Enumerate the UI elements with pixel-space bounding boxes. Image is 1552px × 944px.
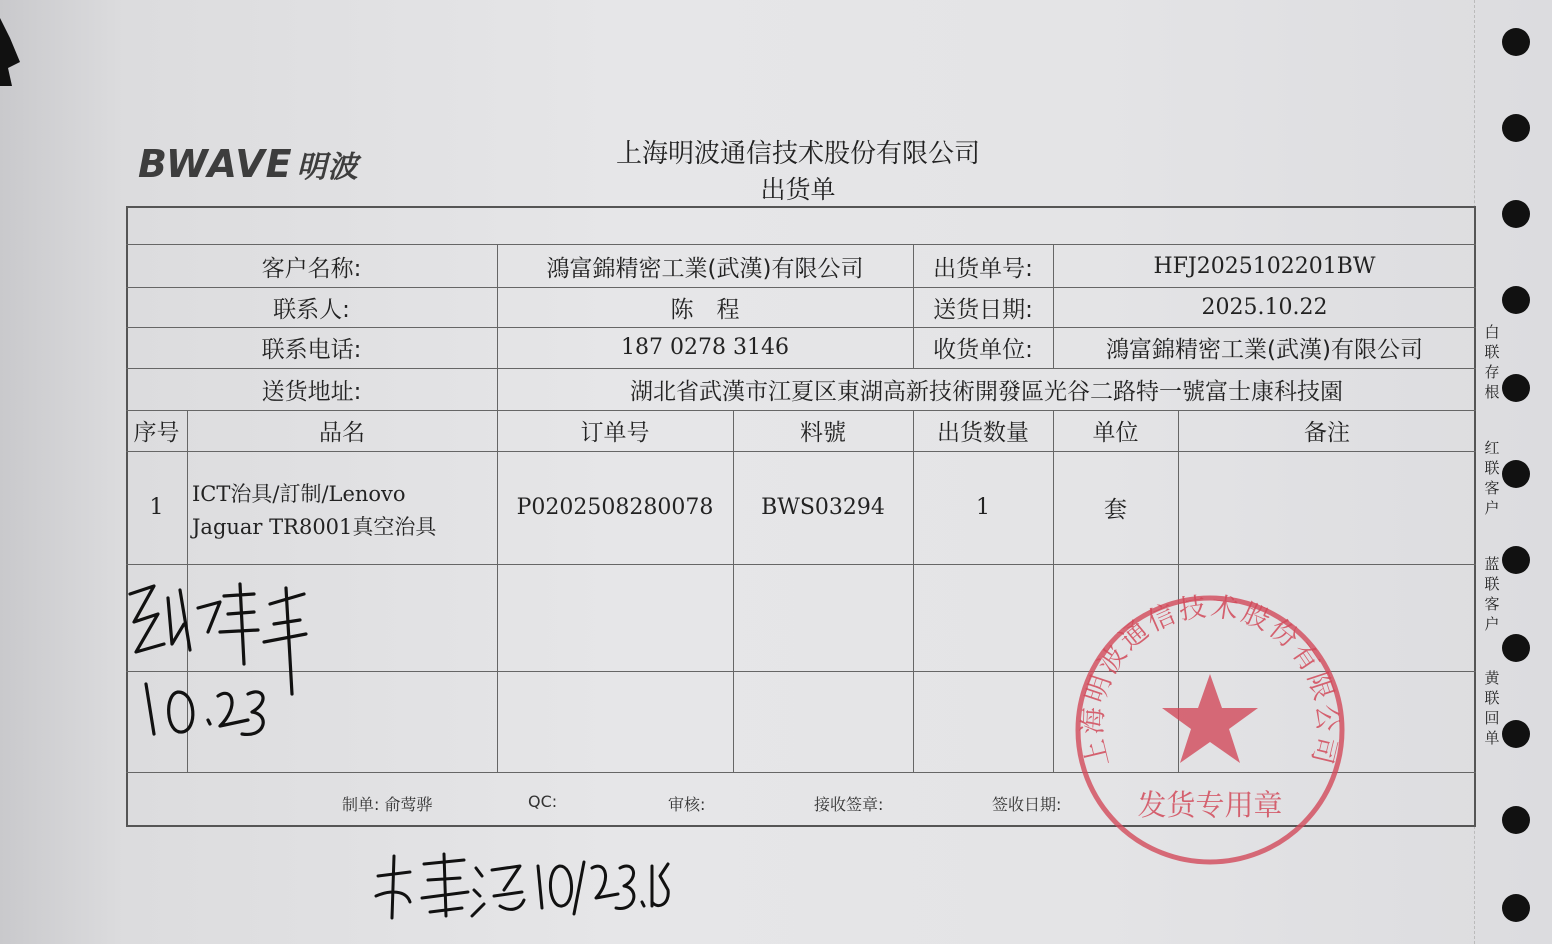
maker-label: 制单: [342,795,380,814]
header-quantity: 出货数量 [937,420,1029,446]
logo-latin: BWAVE [138,142,293,186]
svg-text:发货专用章: 发货专用章 [1137,788,1283,822]
copy-label-white: 白联存根 [1484,323,1500,401]
feed-hole [1502,200,1530,228]
customer-value: 鴻富錦精密工業(武漢)有限公司 [546,256,864,282]
delivery-date-label: 送货日期: [933,296,1033,323]
company-seal-stamp [1070,590,1350,870]
address-label: 送货地址: [261,378,362,405]
table-row-order-no: P0202508280078 [516,495,714,520]
table-row-remark [1178,451,1476,564]
feed-hole [1502,720,1530,748]
row-divider [126,564,1476,565]
header-order-no: 订单号 [580,420,650,446]
corner-tear-mark [0,18,22,86]
feed-hole [1502,894,1530,922]
table-row-item-name [192,478,436,544]
contact-value: 陈 程 [670,296,740,323]
copy-label-blue: 蓝联客户 [1484,555,1500,633]
address-value: 湖北省武漢市江夏区東湖高新技術開發區光谷二路特一號富士康科技園 [630,378,1343,405]
item-name-line2: Jaguar TR8001真空治具 [192,515,437,539]
table-row-part-no: BWS03294 [761,495,885,520]
order-no-label: 出货单号: [933,256,1033,282]
company-title: 上海明波通信技术股份有限公司 [615,139,980,169]
footer-maker [342,792,433,815]
phone-value: 187 0278 3146 [621,335,789,360]
receiver-value: 鴻富錦精密工業(武漢)有限公司 [1106,337,1423,363]
maker-value: 俞莺骅 [384,795,433,814]
header-seq: 序号 [133,420,180,446]
copy-label-red: 红联客户 [1484,439,1500,517]
table-row-seq: 1 [149,495,164,520]
header-item-name: 品名 [319,420,365,446]
contact-label: 联系人: [273,296,350,323]
table-row-unit: 套 [1104,497,1127,523]
row-divider [126,244,1476,245]
feed-hole [1502,546,1530,574]
header-unit: 单位 [1092,420,1139,446]
footer-sign-date-label: 签收日期: [992,795,1062,814]
customer-label: 客户名称: [261,256,362,282]
footer-qc-label: QC: [528,792,558,811]
feed-hole [1502,28,1530,56]
phone-label: 联系电话: [261,337,362,363]
copy-label-yellow: 黄联回单 [1484,669,1500,747]
feed-hole [1502,114,1530,142]
handwritten-signature-receiver [124,574,314,754]
header-remark: 备注 [1304,420,1350,446]
feed-hole [1502,634,1530,662]
receiver-label: 收货单位: [933,337,1033,363]
table-row-quantity: 1 [976,495,990,520]
document-title: 出货单 [760,175,836,204]
feed-hole [1502,460,1530,488]
footer-receiver-sign-label: 接收签章: [814,795,884,814]
header-part-no: 料號 [800,420,846,446]
company-logo [138,142,359,186]
feed-hole [1502,286,1530,314]
item-name-line1: ICT治具/訂制/Lenovo [192,482,406,506]
logo-chinese: 明波 [296,150,359,185]
order-no-value: HFJ2025102201BW [1153,254,1376,279]
delivery-date-value: 2025.10.22 [1201,294,1328,320]
feed-hole [1502,374,1530,402]
handwritten-signature-checker [370,846,670,926]
svg-text:上海明波通信技术股份有限公司: 上海明波通信技术股份有限公司 [1077,591,1343,770]
feed-hole [1502,806,1530,834]
footer-review-label: 审核: [668,795,706,814]
